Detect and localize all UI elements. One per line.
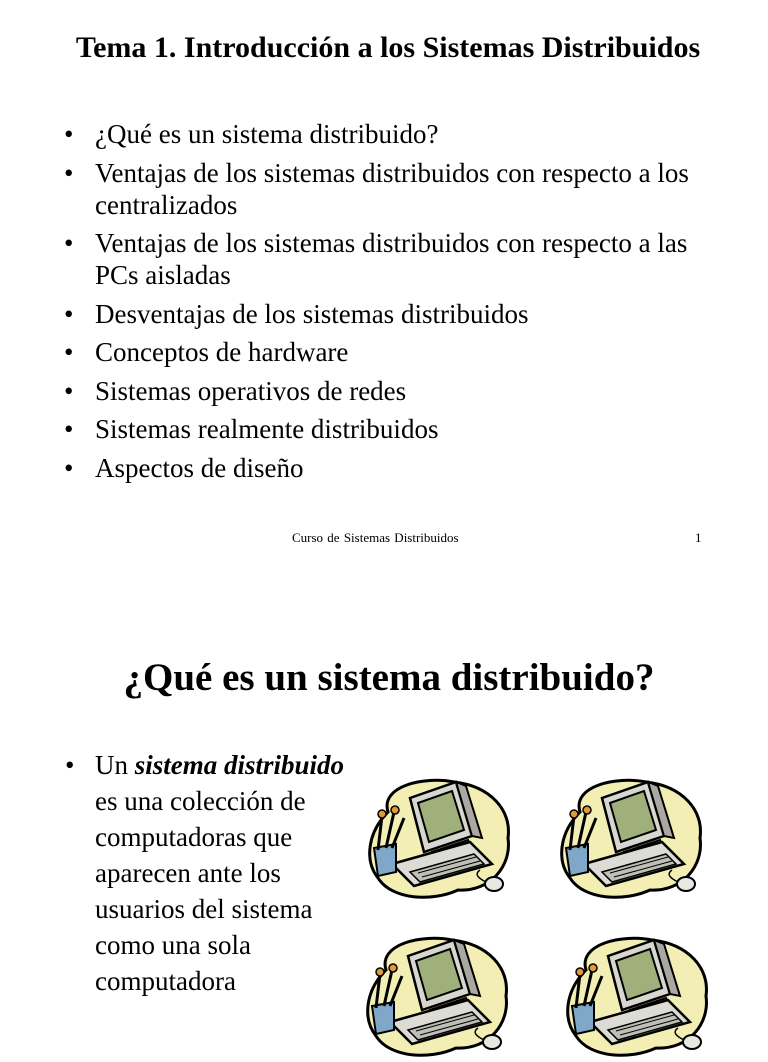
definition-prefix: Un [95, 750, 128, 780]
slide1-title: Tema 1. Introducción a los Sistemas Distribuidos [75, 31, 701, 64]
slide2-title: ¿Qué es un sistema distribuido? [123, 656, 655, 699]
list-item: • Desventajas de los sistemas distribuidos [60, 298, 720, 330]
list-item: • Conceptos de hardware [60, 336, 720, 368]
bullet-marker: • [65, 750, 75, 780]
list-item: • ¿Qué es un sistema distribuido? [60, 118, 720, 150]
computer-clipart-icon [560, 932, 712, 1062]
list-item: • Sistemas operativos de redes [60, 375, 720, 407]
list-item: • Ventajas de los sistemas distribuidos con respecto a los centralizados [60, 157, 720, 221]
slide2-definition [95, 747, 365, 999]
slide1-bullet-list [60, 118, 720, 490]
list-item: • Ventajas de los sistemas distribuidos con respecto a las PCs aisladas [60, 227, 720, 291]
list-item: • Sistemas realmente distribuidos [60, 413, 720, 445]
definition-term: sistema distribuido [134, 750, 345, 780]
footer-course-name: Curso de Sistemas Distribuidos [292, 530, 459, 545]
list-item: • Aspectos de diseño [60, 452, 720, 484]
computer-clipart-icon [554, 774, 706, 904]
computer-clipart-icon [360, 932, 512, 1062]
footer-page-number: 1 [695, 530, 702, 545]
computer-clipart-icon [362, 774, 514, 904]
definition-rest: es una colección de computadoras que aparecen ante los usuarios del sistema como una sola computadora [95, 786, 313, 996]
